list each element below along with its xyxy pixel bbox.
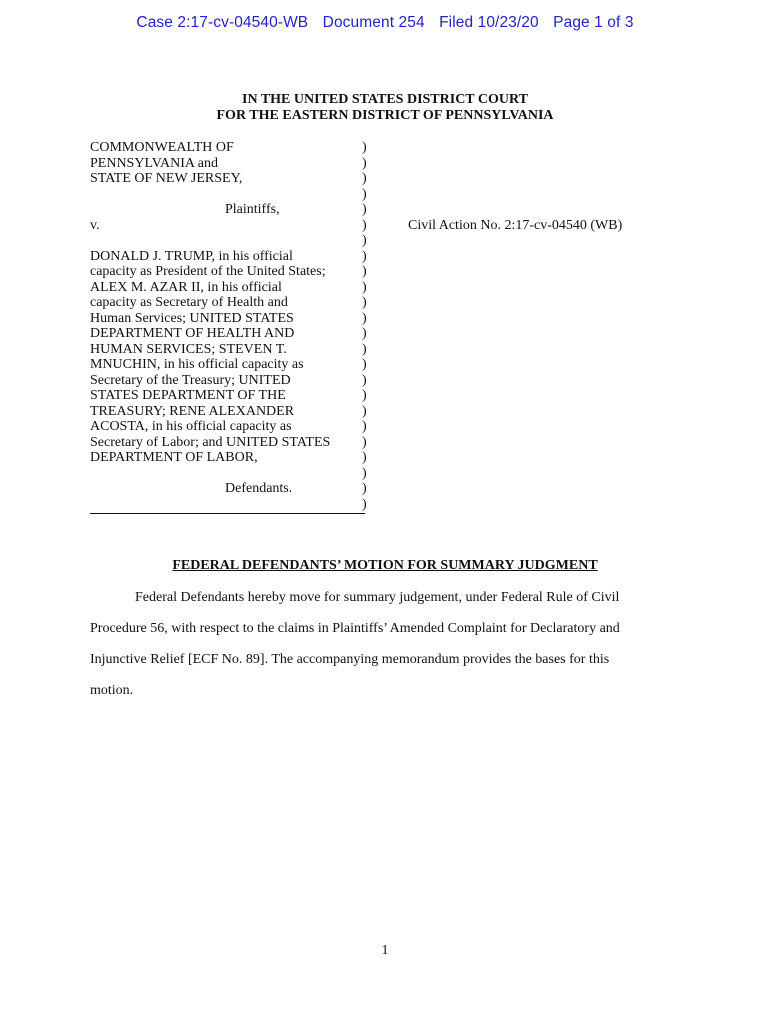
caption-parenthesis: ) (362, 248, 367, 264)
page-number: 1 (381, 943, 389, 958)
caption-parenthesis-column (362, 140, 367, 512)
stamp-filed-date: Filed 10/23/20 (439, 14, 539, 31)
court-heading-line-1: IN THE UNITED STATES DISTRICT COURT (242, 92, 528, 107)
caption-line: COMMONWEALTH OF (90, 140, 234, 155)
caption-line (90, 187, 360, 203)
defendants-label: Defendants. (225, 481, 293, 496)
caption-parenthesis: ) (362, 450, 367, 465)
stamp-page-count: Page 1 of 3 (553, 14, 634, 31)
stamp-case-number: Case 2:17-cv-04540-WB (136, 14, 309, 31)
motion-body-line: Procedure 56, with respect to the claims in Plaintiffs’ Amended Complaint for Declaratory and (90, 621, 620, 636)
caption-line: STATE OF NEW JERSEY, (90, 171, 243, 186)
motion-title: FEDERAL DEFENDANTS’ MOTION FOR SUMMARY JUDGMENT (172, 558, 598, 573)
caption-parenthesis: ) (362, 233, 367, 248)
caption-line (90, 466, 360, 482)
caption-parenthesis: ) (362, 264, 367, 279)
caption-line: Secretary of the Treasury; UNITED (90, 372, 291, 388)
caption-parenthesis: ) (362, 140, 367, 155)
caption-divider (90, 513, 365, 514)
caption-parenthesis: ) (362, 202, 367, 217)
caption-line: TREASURY; RENE ALEXANDER (90, 403, 295, 419)
court-heading (0, 92, 770, 124)
caption-line: capacity as Secretary of Health and (90, 295, 288, 310)
caption-parenthesis: ) (362, 295, 367, 310)
caption-parenthesis: ) (362, 171, 367, 186)
caption-line: HUMAN SERVICES; STEVEN T. (90, 341, 287, 357)
motion-body (90, 582, 680, 706)
caption-parenthesis: ) (362, 465, 367, 481)
caption-line: Secretary of Labor; and UNITED STATES (90, 434, 331, 450)
caption-line: DONALD J. TRUMP, in his official (90, 248, 293, 264)
caption-parenthesis: ) (362, 341, 367, 357)
stamp-document-number: Document 254 (322, 14, 425, 31)
caption-line: DEPARTMENT OF LABOR, (90, 450, 258, 465)
motion-body-line: motion. (90, 683, 134, 698)
caption-parenthesis: ) (362, 434, 367, 450)
caption-parenthesis: ) (362, 357, 367, 372)
caption-parenthesis: ) (362, 186, 367, 202)
versus-label: v. (90, 217, 100, 233)
caption-line: DEPARTMENT OF HEALTH AND (90, 326, 295, 341)
caption-parenthesis: ) (362, 310, 367, 326)
caption-line (90, 233, 360, 249)
case-caption-parties (90, 140, 360, 497)
caption-line: STATES DEPARTMENT OF THE (90, 388, 286, 403)
caption-parenthesis: ) (362, 496, 367, 512)
caption-line: Human Services; UNITED STATES (90, 310, 294, 326)
motion-body-line: Injunctive Relief [ECF No. 89]. The accompanying memorandum provides the bases for this (90, 652, 610, 667)
caption-parenthesis: ) (362, 388, 367, 403)
motion-body-line: Federal Defendants hereby move for summary judgement, under Federal Rule of Civil (135, 590, 620, 605)
caption-parenthesis: ) (362, 372, 367, 388)
caption-parenthesis: ) (362, 403, 367, 419)
caption-line: MNUCHIN, in his official capacity as (90, 357, 304, 372)
caption-parenthesis: ) (362, 419, 367, 434)
civil-action-number: Civil Action No. 2:17-cv-04540 (WB) (408, 218, 623, 233)
caption-parenthesis: ) (362, 155, 367, 171)
caption-line: ALEX M. AZAR II, in his official (90, 279, 282, 295)
caption-parenthesis: ) (362, 217, 367, 233)
caption-line: capacity as President of the United States; (90, 264, 326, 279)
caption-parenthesis: ) (362, 481, 367, 496)
caption-parenthesis: ) (362, 279, 367, 295)
caption-line: PENNSYLVANIA and (90, 155, 218, 171)
caption-parenthesis: ) (362, 326, 367, 341)
plaintiffs-label: Plaintiffs, (225, 202, 280, 217)
caption-line: ACOSTA, in his official capacity as (90, 419, 292, 434)
ecf-header-stamp (0, 14, 770, 32)
court-heading-line-2: FOR THE EASTERN DISTRICT OF PENNSYLVANIA (216, 108, 554, 123)
